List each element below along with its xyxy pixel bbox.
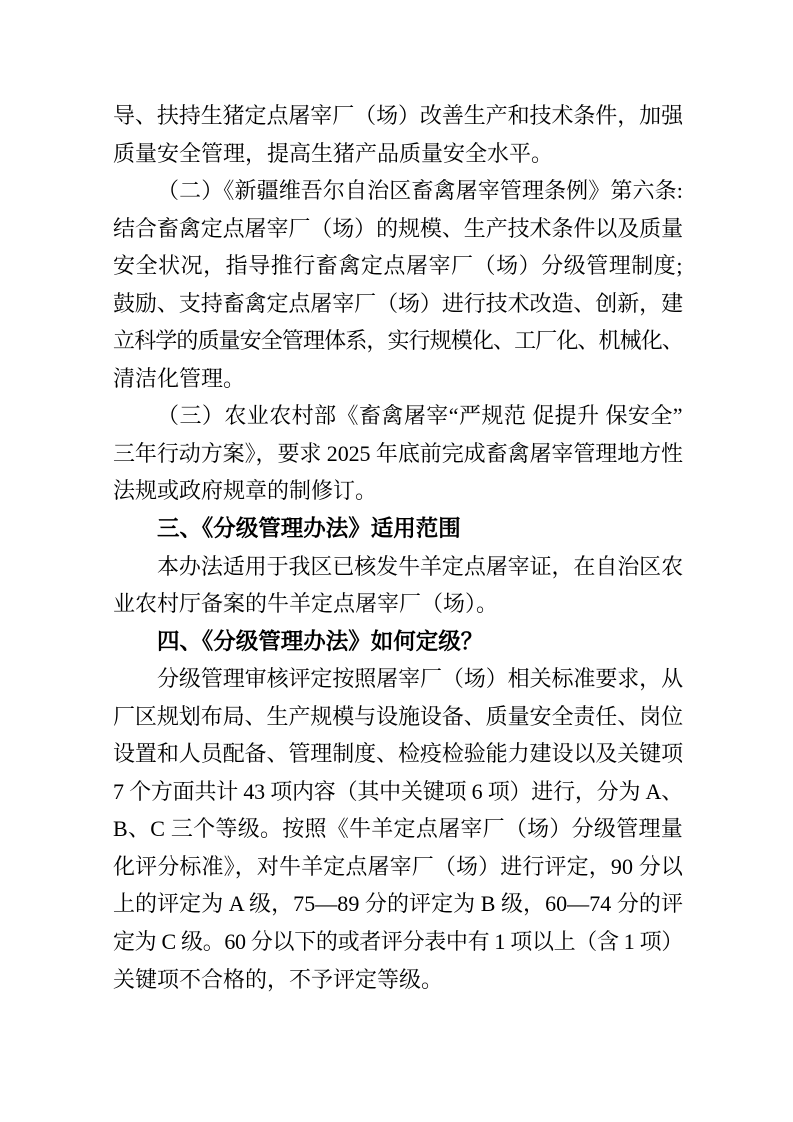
body-line <box>113 360 683 398</box>
section-heading-grading <box>113 623 683 661</box>
body-line-text: 立科学的质量安全管理体系，实行规模化、工厂化、机械化、 <box>113 328 683 354</box>
body-line-text: 上的评定为 A 级，75—89 分的评定为 B 级，60—74 分的评 <box>113 891 683 917</box>
body-line-text: 法规或政府规章的制修订。 <box>113 478 378 504</box>
body-line <box>113 660 683 698</box>
body-line-text: 厂区规划布局、生产规模与设施设备、质量安全责任、岗位 <box>113 703 683 729</box>
body-line <box>113 848 683 886</box>
body-line-text: （二）《新疆维吾尔自治区畜禽屠宰管理条例》第六条: <box>157 178 683 204</box>
body-line <box>113 885 683 923</box>
section-heading-text: 四、《分级管理办法》如何定级？ <box>157 628 484 654</box>
body-line-text: 安全状况，指导推行畜禽定点屠宰厂（场）分级管理制度; <box>113 253 683 279</box>
body-line <box>113 172 683 210</box>
body-line <box>113 923 683 961</box>
section-heading-scope <box>113 510 683 548</box>
body-line <box>113 773 683 811</box>
body-line <box>113 698 683 736</box>
body-line-text: 关键项不合格的，不予评定等级。 <box>113 966 444 992</box>
body-line-text: 本办法适用于我区已核发牛羊定点屠宰证，在自治区农 <box>157 553 683 579</box>
body-line <box>113 397 683 435</box>
body-line-text: 设置和人员配备、管理制度、检疫检验能力建设以及关键项 <box>113 741 683 767</box>
body-line-text: 化评分标准》，对牛羊定点屠宰厂（场）进行评定，90 分以 <box>113 853 683 879</box>
body-line <box>113 435 683 473</box>
section-heading-text: 三、《分级管理办法》适用范围 <box>157 516 461 542</box>
body-line-text: 分级管理审核评定按照屠宰厂（场）相关标准要求，从 <box>157 666 683 692</box>
body-line-text: 导、扶持生猪定点屠宰厂（场）改善生产和技术条件，加强 <box>113 103 683 128</box>
body-line <box>113 97 683 135</box>
body-line <box>113 285 683 323</box>
document-text-block <box>113 97 683 998</box>
body-line <box>113 322 683 360</box>
body-line <box>113 548 683 586</box>
body-line <box>113 735 683 773</box>
body-line-text: （三）农业农村部《畜禽屠宰“严规范 促提升 保安全” <box>157 403 683 429</box>
body-line-text: B、C 三个等级。按照《牛羊定点屠宰厂（场）分级管理量 <box>113 816 683 842</box>
body-line <box>113 472 683 510</box>
body-line-text: 清洁化管理。 <box>113 365 246 391</box>
body-line <box>113 247 683 285</box>
body-line-text: 定为 C 级。60 分以下的或者评分表中有 1 项以上（含 1 项） <box>113 929 683 955</box>
body-line-text: 7 个方面共计 43 项内容（其中关键项 6 项）进行，分为 A、 <box>113 778 683 804</box>
body-line <box>113 210 683 248</box>
body-line-text: 质量安全管理，提高生猪产品质量安全水平。 <box>113 140 554 166</box>
body-line-text: 三年行动方案》，要求 2025 年底前完成畜禽屠宰管理地方性 <box>113 440 683 466</box>
body-line <box>113 585 683 623</box>
body-line-text: 鼓励、支持畜禽定点屠宰厂（场）进行技术改造、创新，建 <box>113 290 683 316</box>
body-line-text: 结合畜禽定点屠宰厂（场）的规模、生产技术条件以及质量 <box>113 215 683 241</box>
body-line <box>113 135 683 173</box>
body-line <box>113 961 683 999</box>
body-line <box>113 810 683 848</box>
body-line-text: 业农村厅备案的牛羊定点屠宰厂（场）。 <box>113 591 499 617</box>
